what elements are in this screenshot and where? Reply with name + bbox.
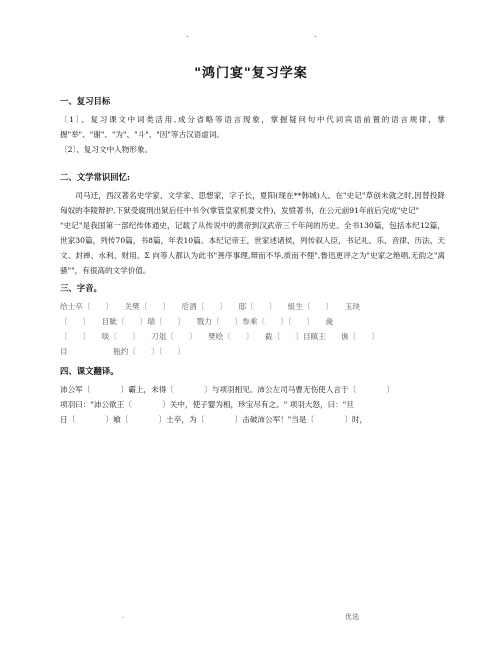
- translation-line-3: 日〔 〕飨〔 〕士卒，为〔 〕击破沛公军！"当是〔 〕时，: [60, 415, 368, 424]
- pronunciation-line-1: 给士卒〔 〕 关樊〔 〕 卮酒〔 〕 邸〔 〕 組生〔 〕 玉玦: [60, 302, 360, 311]
- section-pronunciation-heading: 三、字音。: [60, 283, 102, 293]
- section-literature-heading: 二、文学常识回忆:: [60, 172, 131, 182]
- literature-paragraph-2: "史记"是我国第一部纪传体通史，记载了从传说中的黄帝到汉武帝三千年间的历史。全书130篇，包括本纪12篇，世家30篇，列传70篇，书8篇，年表10篇。本纪记帝王，世家述诸侯，列传叙人臣，书记礼、乐、音律、历法、天文、封禅、水利、财用。Σ 向等人都认为此书"善序事理,辩而不华,质而不俚",鲁迅更评之为"史家之绝唱,无韵之"离骚""，有很高的文学价值。: [60, 221, 445, 275]
- section-translation-heading: 四、课文翻译。: [60, 366, 119, 376]
- objective-2: 〔2〕、复习文中人物形象。: [60, 145, 153, 154]
- translation-line-1: 沛公军〔 〕霸上，未得〔 〕与项羽相见。沛公左司马曹无伤使人言于〔 〕: [60, 385, 395, 394]
- section-objectives-heading: 一、复习目标: [60, 96, 111, 106]
- footer-label: 优选: [345, 613, 359, 621]
- header-dot-left: .: [186, 30, 189, 39]
- page-title: "鸿门宴"复习学案: [194, 66, 308, 81]
- pronunciation-line-2: 〔 〕 目眦〔 〕瑞〔 〕 戮力〔 〕参乘〔 〕〔 〕 彘: [60, 317, 334, 326]
- literature-paragraph-1: 司马迁，西汉著名史学家、文学家、思想家，字子长，夏阳(现在**韩城)人。在"史记"草创未就之时,因替投降匈奴的李陵辩护,下狱受腐刑出狱后任中书令(掌管皇家机要文件)，发愤著书，在公元前91年前后完成"史记": [60, 191, 445, 215]
- header-dot-right: .: [314, 30, 317, 39]
- pronunciation-line-3: 〔 〕 啖〔 〕 刀俎〔 〕 樊哙〔 〕 截〔 〕目瞋王 谯〔 〕: [60, 332, 379, 341]
- pronunciation-line-4: 目 瓶约〔 〕〔 〕: [60, 347, 186, 356]
- translation-line-2: 项羽曰："沛公欲王〔 〕关中，使子婴为相，珍宝尽有之。" 项羽大怒，曰："旦: [60, 400, 354, 409]
- document-body: [60, 95, 445, 427]
- footer-left-dot: .: [122, 612, 125, 620]
- objective-1: 〔1〕、复习课文中词类活用,成分省略等语言现象，掌握疑问句中代词宾语前置的语言规律，掌握"举"、"谢"、"为"、"斗"、"因"等古汉语虚词。: [60, 115, 445, 139]
